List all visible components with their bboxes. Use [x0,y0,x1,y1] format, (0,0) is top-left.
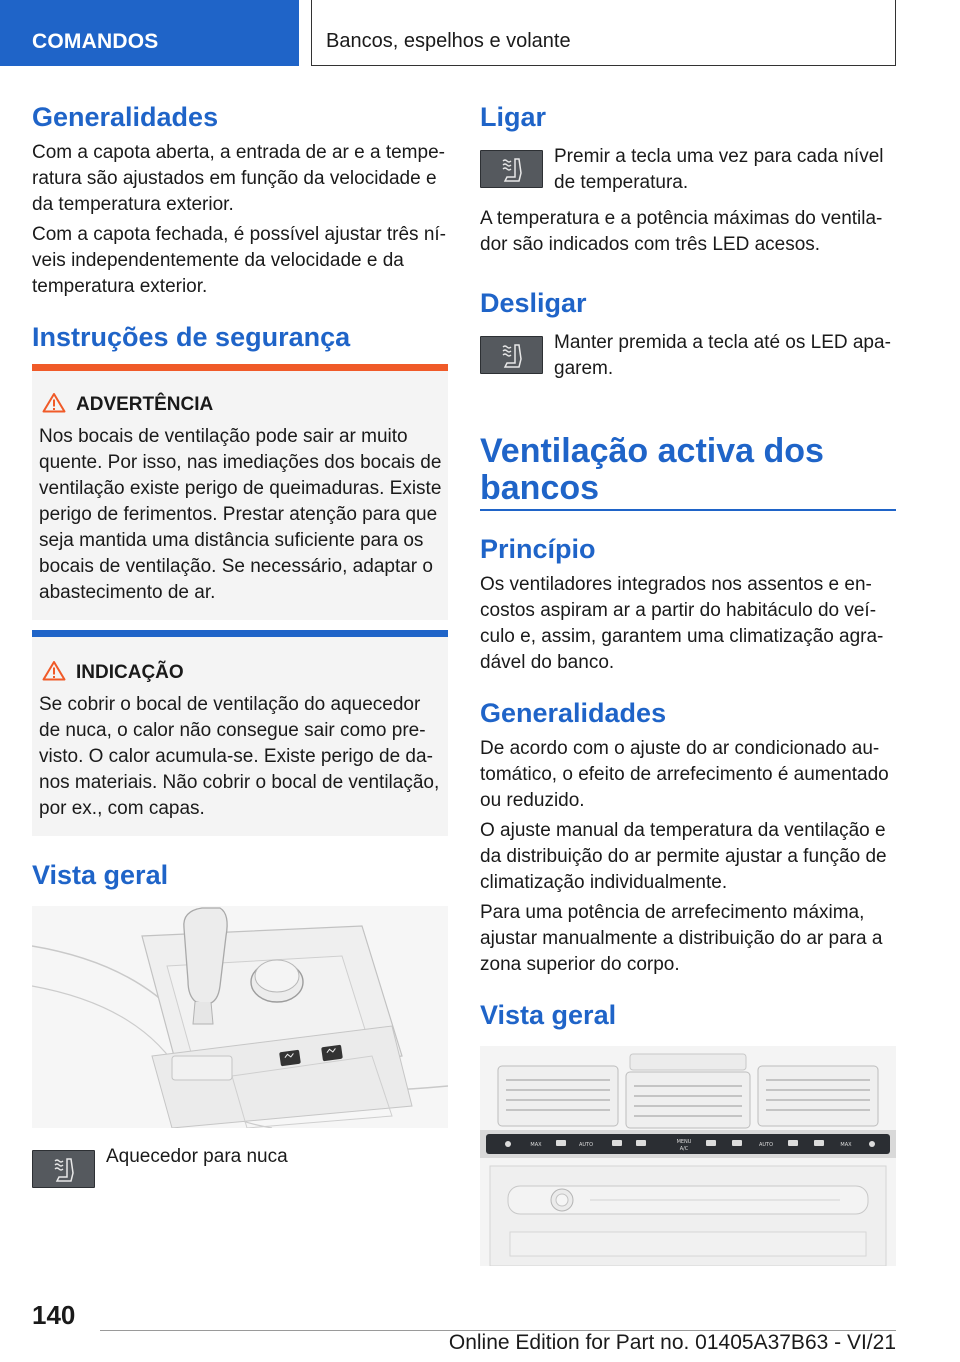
note-box [32,630,448,836]
panel-label-max-ac: MAX [840,1142,852,1148]
heading-generalidades: Generalidades [32,102,219,132]
gen-paragraph-1: De acordo com o ajuste do ar condicionado au‐tomático, o efeito de arrefecimento é aumentado ou reduzido. [480,738,889,811]
seat-heat-icon [33,1151,96,1189]
seat-heat-icon [481,151,544,189]
seat-heat-button-icon [480,150,543,188]
heading-principio: Princípio [480,534,596,564]
seat-heat-icon [481,337,544,375]
section-title: COMANDOS [32,30,159,53]
warning-title: ADVERTÊNCIA [76,394,214,415]
warning-bar [32,364,448,371]
seat-heat-off-button-icon [480,336,543,374]
chapter-title: Bancos, espelhos e volante [326,30,571,52]
warning-box [32,364,448,620]
page-number: 140 [32,1300,76,1330]
warning-text: Nos bocais de ventilação pode sair ar muito quente. Por isso, nas imediações dos bocais de ventilação existe perigo de queimaduras. Existe perigo de ferimentos. Prestar atenção para que seja mantida uma distância suficiente para os bocais de ventilação. Se necessário, adaptar o abastecimento de ar. [39,426,442,603]
warning-triangle-icon [42,392,66,413]
neck-warmer-button-icon [32,1150,95,1188]
panel-label-auto-left: AUTO [578,1142,594,1148]
icon-caption: Aquecedor para nuca [106,1146,288,1167]
heading-ligar: Ligar [480,102,547,132]
paragraph-capota-fechada: Com a capota fechada, é possível ajustar três ní‐veis independentemente da velocidade e da temperatura exterior. [32,224,446,297]
panel-label-auto-right: AUTO [758,1142,774,1148]
ligar-paragraph: A temperatura e a potência máximas do ventila‐dor são indicados com três LED acesos. [480,208,883,255]
panel-label-max: MAX [530,1142,542,1148]
heading-vista-geral-right: Vista geral [480,1000,617,1030]
heading-ventilacao-activa: Ventilação activa dos bancos [480,432,824,507]
principio-paragraph: Os ventiladores integrados nos assentos e en‐costos aspiram ar a partir do habitáculo do veí‐culo e, assim, garantem uma climatização agra‐dável do banco. [480,574,884,673]
climate-panel-illustration [480,1046,896,1266]
chapter-header [311,0,896,66]
note-text: Se cobrir o bocal de ventilação do aquecedor de nuca, o calor não consegue sair como pre‐visto. O calor acumula-se. Existe perigo de da‐nos materiais. Não cobrir o bocal de ventilação, por ex., com capas. [39,694,440,819]
heading-desligar: Desligar [480,288,587,318]
note-triangle-icon [42,660,66,681]
gen-paragraph-3: Para uma potência de arrefecimento máxima, ajustar manualmente a distribuição do ar para a zona superior do corpo. [480,902,883,975]
paragraph-capota-aberta: Com a capota aberta, a entrada de ar e a tempe‐ratura são ajustados em função da velocidade e da temperatura exterior. [32,142,445,215]
note-title: INDICAÇÃO [76,662,184,683]
center-console-illustration [32,906,448,1128]
panel-label-ac: A/C [679,1146,689,1152]
gen-paragraph-2: O ajuste manual da temperatura da ventilação e da distribuição do ar permite ajustar a função de climatização individualmente. [480,820,887,893]
heading-seguranca: Instruções de segurança [32,322,351,352]
section-rule [480,509,896,511]
panel-label-menu: MENU [676,1139,692,1145]
desligar-instruction: Manter premida a tecla até os LED apa‐garem. [554,332,891,379]
heading-vista-geral-left: Vista geral [32,860,169,890]
center-console-image [32,906,448,1128]
climate-panel-image [480,1046,896,1266]
ligar-instruction: Premir a tecla uma vez para cada nível de temperatura. [554,146,884,193]
section-tab [0,0,299,66]
note-bar [32,630,448,637]
edition-text: Online Edition for Part no. 01405A37B63 - VI/21 [448,1331,896,1354]
heading-generalidades-right: Generalidades [480,698,667,728]
